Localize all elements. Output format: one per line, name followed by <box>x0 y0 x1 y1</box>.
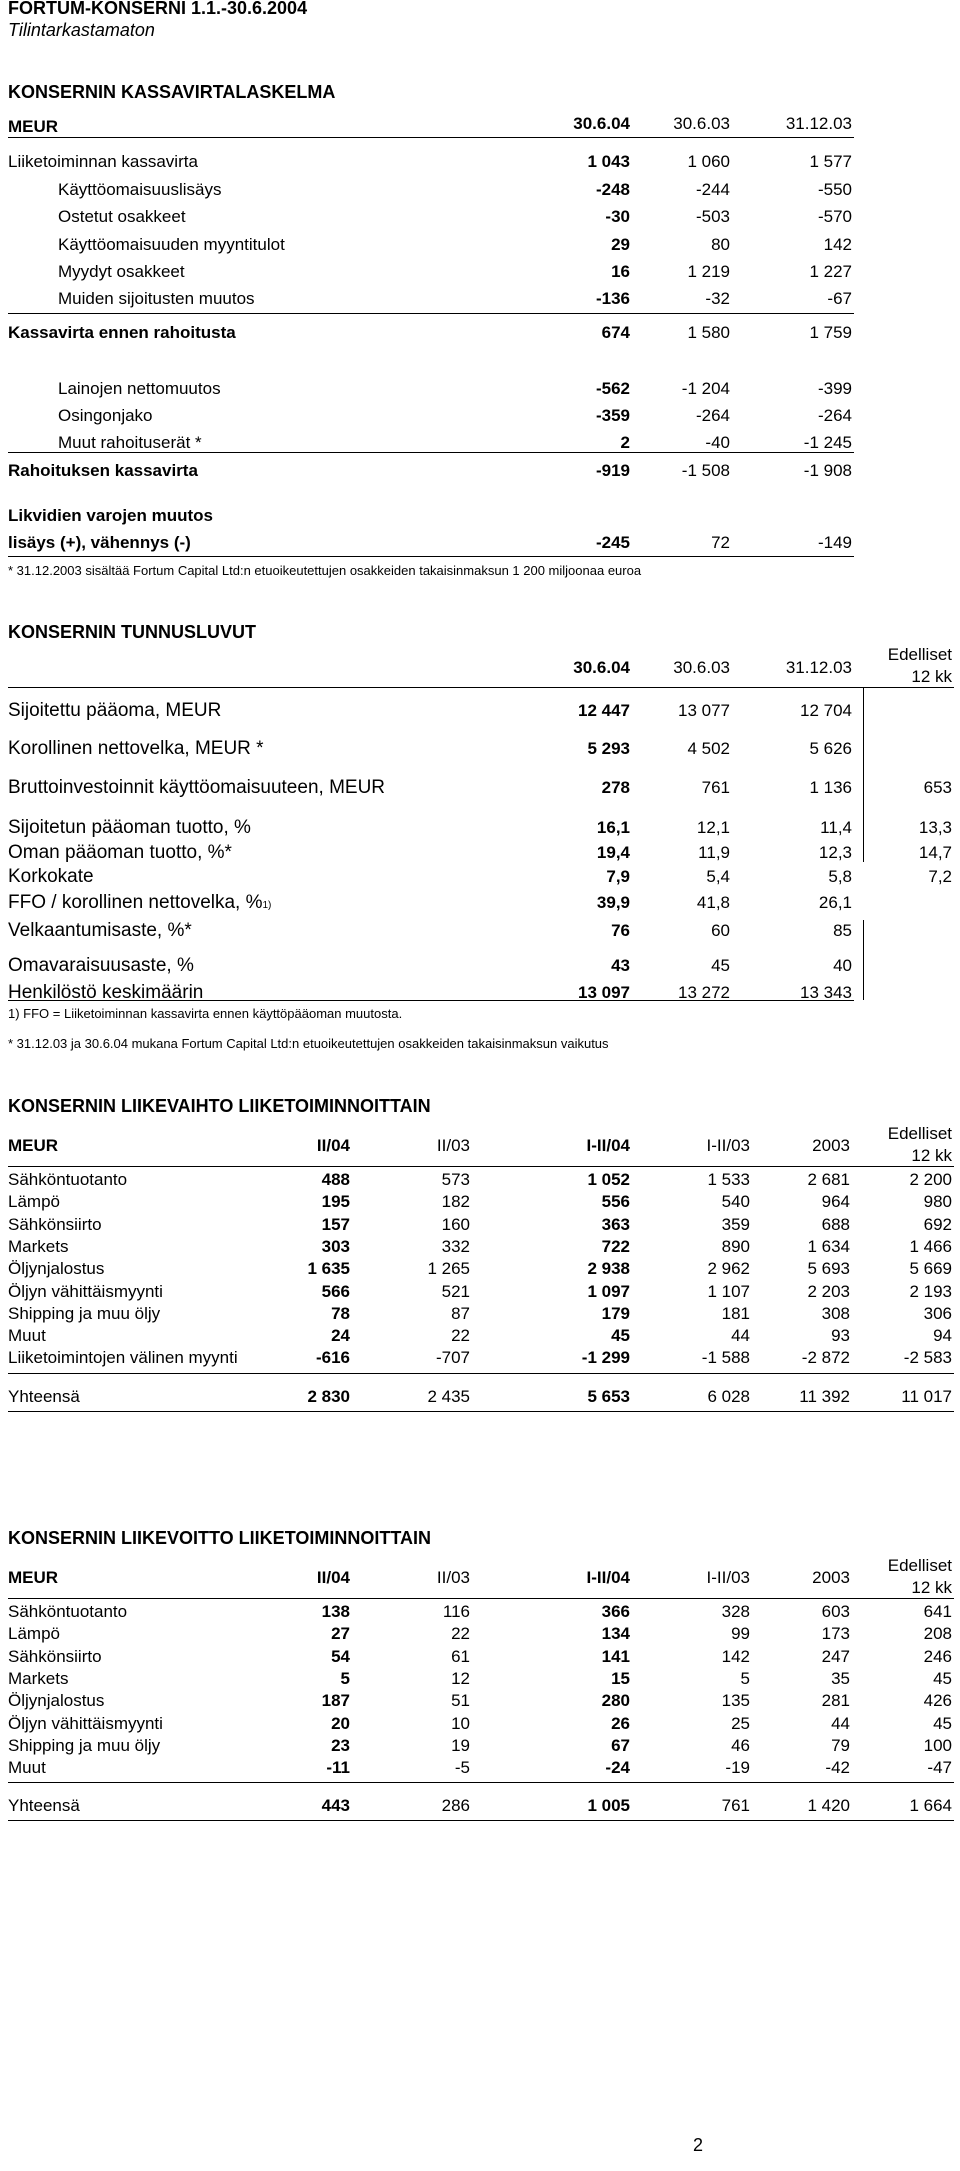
profit-cell: 138 <box>321 1602 350 1621</box>
sales-cell: 160 <box>441 1215 470 1234</box>
keyfigures-cell: 12,1 <box>696 818 730 837</box>
keyfigures-row-label-text: Velkaantumisaste, %* <box>8 920 192 941</box>
keyfigures-cell: 12 704 <box>800 701 852 720</box>
sales-row-label: Markets <box>8 1237 69 1256</box>
profit-cell: 99 <box>731 1624 750 1643</box>
sales-cell: -2 872 <box>801 1348 850 1367</box>
cashflow-cell: -264 <box>695 406 730 425</box>
sales-col-header: II/04 <box>316 1136 350 1155</box>
keyfigures-bottom-rule <box>8 1000 854 1001</box>
sales-col-header: I-II/03 <box>706 1136 750 1155</box>
cashflow-row-label: Ostetut osakkeet <box>58 207 186 226</box>
cashflow-cell: -1 908 <box>803 461 852 480</box>
profit-row-label: Muut <box>8 1758 46 1777</box>
profit-cell: 61 <box>451 1647 470 1666</box>
profit-extra-header: 12 kk <box>911 1578 952 1597</box>
sales-row-label: Sähkönsiirto <box>8 1215 102 1234</box>
cashflow-cell: -570 <box>817 207 852 226</box>
cashflow-row-label: Likvidien varojen muutos <box>8 506 213 525</box>
sales-total-rule <box>8 1411 954 1412</box>
cashflow-cell: -359 <box>595 406 630 425</box>
sales-cell: 303 <box>321 1237 350 1256</box>
profit-cell: -42 <box>825 1758 850 1777</box>
keyfigures-cell: 7,9 <box>606 867 630 886</box>
sales-total-cell: 11 017 <box>901 1387 952 1406</box>
profit-row-label: Lämpö <box>8 1624 60 1643</box>
sales-cell: 573 <box>441 1170 470 1189</box>
sales-cell: 22 <box>451 1326 470 1345</box>
profit-unit: MEUR <box>8 1568 59 1587</box>
cashflow-col-header: 31.12.03 <box>785 114 852 133</box>
cashflow-cell: 16 <box>611 262 630 281</box>
keyfigures-cell: 26,1 <box>818 893 852 912</box>
sales-cell: 195 <box>321 1192 350 1211</box>
profit-total-cell: 1 664 <box>909 1796 952 1815</box>
keyfigures-row-label-text: FFO / korollinen nettovelka, % <box>8 892 263 913</box>
keyfigures-cell: 278 <box>601 778 630 797</box>
profit-cell: 5 <box>340 1669 350 1688</box>
profit-cell: 79 <box>831 1736 850 1755</box>
profit-cell: 116 <box>442 1602 470 1621</box>
cashflow-cell: 1 060 <box>687 152 730 171</box>
sales-cell: 5 693 <box>807 1259 850 1278</box>
sales-title: KONSERNIN LIIKEVAIHTO LIIKETOIMINNOITTAIN <box>8 1096 431 1116</box>
cashflow-cell: -919 <box>595 461 630 480</box>
profit-total-cell: 761 <box>721 1796 750 1815</box>
sales-cell: 964 <box>821 1192 850 1211</box>
sales-cell: 2 962 <box>707 1259 750 1278</box>
keyfigures-col-header: 30.6.03 <box>673 658 730 677</box>
profit-cell: 280 <box>601 1691 630 1710</box>
keyfigures-row-label <box>8 892 271 914</box>
profit-cell: 187 <box>321 1691 350 1710</box>
keyfigures-cell: 653 <box>923 778 952 797</box>
sales-cell: 722 <box>601 1237 630 1256</box>
cashflow-cell: 80 <box>711 235 730 254</box>
sales-row-label: Shipping ja muu öljy <box>8 1304 161 1323</box>
sales-row-label: Liiketoimintojen välinen myynti <box>8 1348 238 1367</box>
sales-col-header: II/03 <box>436 1136 470 1155</box>
sales-unit: MEUR <box>8 1136 59 1155</box>
profit-cell: 45 <box>933 1714 952 1733</box>
profit-cell: -5 <box>454 1758 470 1777</box>
profit-header-rule <box>8 1598 954 1599</box>
profit-cell: 45 <box>933 1669 952 1688</box>
sales-cell: 2 200 <box>909 1170 952 1189</box>
cashflow-cell: -244 <box>695 180 730 199</box>
sales-cell: 488 <box>321 1170 350 1189</box>
sales-extra-header: 12 kk <box>911 1146 952 1165</box>
keyfigures-header-rule <box>8 687 954 688</box>
cashflow-row-label: Muut rahoituserät * <box>58 433 202 452</box>
cashflow-rule <box>8 556 854 557</box>
profit-cell: 142 <box>721 1647 750 1666</box>
cashflow-cell: -67 <box>827 289 852 308</box>
profit-cell: 23 <box>331 1736 350 1755</box>
keyfigures-row-label-text: Omavaraisuusaste, % <box>8 955 194 976</box>
sales-cell: 5 669 <box>909 1259 952 1278</box>
keyfigures-cell: 13,3 <box>918 818 952 837</box>
cashflow-row-label: Osingonjako <box>58 406 153 425</box>
keyfigures-row-label <box>8 920 192 942</box>
keyfigures-footnote-ffo: 1) FFO = Liiketoiminnan kassavirta ennen käyttöpääoman muutosta. <box>8 1006 403 1021</box>
cashflow-cell: 1 759 <box>809 323 852 342</box>
sales-cell: 78 <box>331 1304 350 1323</box>
keyfigures-cell: 5 626 <box>809 739 852 758</box>
sales-cell: -2 583 <box>903 1348 952 1367</box>
profit-cell: 173 <box>821 1624 850 1643</box>
profit-rows-rule <box>8 1782 954 1783</box>
sales-cell: 87 <box>451 1304 470 1323</box>
sales-cell: -1 588 <box>701 1348 750 1367</box>
keyfigures-cell: 5,8 <box>828 867 852 886</box>
keyfigures-cell: 14,7 <box>918 843 952 862</box>
cashflow-row-label: Muiden sijoitusten muutos <box>58 289 255 308</box>
sales-cell: 566 <box>321 1282 350 1301</box>
profit-cell: 12 <box>451 1669 470 1688</box>
profit-row-label: Sähköntuotanto <box>8 1602 128 1621</box>
cashflow-rule <box>8 313 854 314</box>
profit-cell: 426 <box>923 1691 952 1710</box>
profit-cell: -19 <box>725 1758 750 1777</box>
cashflow-header-rule <box>8 137 854 138</box>
keyfigures-cell: 11,9 <box>698 843 730 862</box>
cashflow-cell: -136 <box>595 289 630 308</box>
cashflow-cell: -1 245 <box>803 433 852 452</box>
profit-row-label: Öljynjalostus <box>8 1691 105 1710</box>
sales-extra-header: Edelliset <box>887 1124 952 1143</box>
keyfigures-cell: 60 <box>711 921 730 940</box>
sales-total-cell: 6 028 <box>707 1387 750 1406</box>
cashflow-cell: -562 <box>595 379 630 398</box>
sales-cell: 2 203 <box>807 1282 850 1301</box>
profit-row-label: Öljyn vähittäismyynti <box>8 1714 163 1733</box>
sales-total-cell: 5 653 <box>587 1387 630 1406</box>
cashflow-cell: 142 <box>823 235 852 254</box>
keyfigures-cell: 76 <box>611 921 630 940</box>
profit-extra-header: Edelliset <box>887 1556 952 1575</box>
cashflow-cell: 72 <box>711 533 730 552</box>
sales-total-cell: 2 830 <box>307 1387 350 1406</box>
profit-cell: 246 <box>923 1647 952 1666</box>
cashflow-cell: -264 <box>817 406 852 425</box>
keyfigures-cell: 5 293 <box>587 739 630 758</box>
sales-cell: 94 <box>933 1326 952 1345</box>
sales-cell: 181 <box>721 1304 750 1323</box>
profit-cell: 22 <box>451 1624 470 1643</box>
profit-cell: 208 <box>923 1624 952 1643</box>
profit-cell: 27 <box>331 1624 350 1643</box>
keyfigures-cell: 13 272 <box>678 983 730 1002</box>
keyfigures-cell: 5,4 <box>706 867 730 886</box>
footnote-marker: 1) <box>262 900 272 911</box>
profit-total-cell: 1 420 <box>807 1796 850 1815</box>
profit-cell: -11 <box>326 1758 350 1777</box>
cashflow-cell: 1 577 <box>809 152 852 171</box>
sales-cell: 1 466 <box>909 1237 952 1256</box>
cashflow-cell: -149 <box>817 533 852 552</box>
sales-cell: -1 299 <box>581 1348 630 1367</box>
keyfigures-cell: 39,9 <box>596 893 630 912</box>
profit-col-header: 2003 <box>812 1568 850 1587</box>
sales-cell: 44 <box>731 1326 750 1345</box>
profit-row-label: Sähkönsiirto <box>8 1647 102 1666</box>
keyfigures-row-label <box>8 955 194 977</box>
sales-cell: -707 <box>435 1348 470 1367</box>
keyfigures-cell: 43 <box>611 956 630 975</box>
sales-cell: 980 <box>923 1192 952 1211</box>
profit-cell: 35 <box>831 1669 850 1688</box>
sales-cell: 692 <box>923 1215 952 1234</box>
cashflow-row-label: lisäys (+), vähennys (-) <box>8 533 191 552</box>
keyfigures-cell: 12,3 <box>818 843 852 862</box>
profit-cell: 25 <box>731 1714 750 1733</box>
profit-cell: 641 <box>923 1602 952 1621</box>
sales-cell: 1 634 <box>807 1237 850 1256</box>
profit-cell: 20 <box>331 1714 350 1733</box>
keyfigures-row-label <box>8 777 385 799</box>
keyfigures-row-label <box>8 700 221 722</box>
cashflow-cell: 1 219 <box>687 262 730 281</box>
cashflow-title: KONSERNIN KASSAVIRTALASKELMA <box>8 82 336 102</box>
keyfigures-row-label-text: Sijoitetun pääoman tuotto, % <box>8 817 251 838</box>
sales-cell: 157 <box>321 1215 350 1234</box>
profit-col-header: I-II/03 <box>706 1568 750 1587</box>
sales-cell: 182 <box>441 1192 470 1211</box>
keyfigures-row-label-text: Henkilöstö keskimäärin <box>8 982 204 1003</box>
keyfigures-cell: 13 097 <box>578 983 630 1002</box>
profit-row-label: Shipping ja muu öljy <box>8 1736 161 1755</box>
keyfigures-cell: 13 343 <box>800 983 852 1002</box>
sales-cell: 332 <box>441 1237 470 1256</box>
keyfigures-row-label-text: Bruttoinvestoinnit käyttöomaisuuteen, MEUR <box>8 777 386 798</box>
keyfigures-cell: 19,4 <box>596 843 630 862</box>
keyfigures-cell: 40 <box>833 956 852 975</box>
cashflow-cell: 2 <box>620 433 630 452</box>
sales-cell: 540 <box>721 1192 750 1211</box>
keyfigures-extra-header: Edelliset <box>887 645 952 664</box>
sales-cell: 688 <box>821 1215 850 1234</box>
sales-row-label: Sähköntuotanto <box>8 1170 128 1189</box>
sales-cell: 2 938 <box>587 1259 630 1278</box>
cashflow-cell: -503 <box>695 207 730 226</box>
keyfigures-col-header: 31.12.03 <box>785 658 852 677</box>
sales-cell: 363 <box>601 1215 630 1234</box>
profit-cell: 51 <box>451 1691 470 1710</box>
keyfigures-title: KONSERNIN TUNNUSLUVUT <box>8 622 257 642</box>
profit-cell: 247 <box>821 1647 850 1666</box>
cashflow-col-header: 30.6.03 <box>673 114 730 133</box>
sales-col-header: 2003 <box>812 1136 850 1155</box>
keyfigures-cell: 85 <box>833 921 852 940</box>
profit-cell: 67 <box>611 1736 630 1755</box>
profit-col-header: II/04 <box>316 1568 350 1587</box>
profit-total-cell: 443 <box>321 1796 350 1815</box>
keyfigures-row-label-text: Korollinen nettovelka, MEUR * <box>8 738 264 759</box>
sales-total-cell: 2 435 <box>427 1387 470 1406</box>
sales-cell: 24 <box>331 1326 350 1345</box>
profit-cell: 10 <box>451 1714 470 1733</box>
cashflow-row-label: Lainojen nettomuutos <box>58 379 221 398</box>
sales-rows-rule <box>8 1373 954 1374</box>
sales-cell: 1 533 <box>707 1170 750 1189</box>
sales-cell: 1 097 <box>587 1282 630 1301</box>
cashflow-cell: 674 <box>601 323 630 342</box>
keyfigures-cell: 4 502 <box>687 739 730 758</box>
sales-row-label: Muut <box>8 1326 46 1345</box>
document-title: FORTUM-KONSERNI 1.1.-30.6.2004 <box>8 0 308 18</box>
cashflow-cell: 29 <box>611 235 630 254</box>
profit-cell: -47 <box>927 1758 952 1777</box>
sales-header-rule <box>8 1166 954 1167</box>
sales-cell: 521 <box>441 1282 470 1301</box>
keyfigures-cell: 7,2 <box>928 867 952 886</box>
cashflow-row-label: Rahoituksen kassavirta <box>8 461 198 480</box>
keyfigures-cell: 761 <box>701 778 730 797</box>
sales-total-label: Yhteensä <box>8 1387 80 1406</box>
profit-title: KONSERNIN LIIKEVOITTO LIIKETOIMINNOITTAIN <box>8 1528 432 1548</box>
cashflow-cell: -40 <box>705 433 730 452</box>
cashflow-cell: -30 <box>605 207 630 226</box>
keyfigures-row-label <box>8 842 232 864</box>
cashflow-cell: -1 204 <box>681 379 730 398</box>
keyfigures-col-header: 30.6.04 <box>573 658 630 677</box>
cashflow-cell: -248 <box>595 180 630 199</box>
cashflow-cell: -245 <box>595 533 630 552</box>
keyfigures-footnote-star: * 31.12.03 ja 30.6.04 mukana Fortum Capital Ltd:n etuoikeutettujen osakkeiden takaisinmaksun vaikutus <box>8 1036 609 1051</box>
profit-cell: 366 <box>601 1602 630 1621</box>
profit-row-label: Markets <box>8 1669 69 1688</box>
keyfigures-row-label-text: Korkokate <box>8 866 94 887</box>
cashflow-row-label: Kassavirta ennen rahoitusta <box>8 323 236 342</box>
profit-cell: 328 <box>721 1602 750 1621</box>
sales-cell: 1 635 <box>307 1259 350 1278</box>
cashflow-row-label: Liiketoiminnan kassavirta <box>8 152 198 171</box>
keyfigures-cell: 45 <box>711 956 730 975</box>
profit-cell: 100 <box>923 1736 952 1755</box>
cashflow-cell: -32 <box>705 289 730 308</box>
cashflow-row-label: Käyttöomaisuuden myyntitulot <box>58 235 285 254</box>
profit-total-cell: 286 <box>441 1796 470 1815</box>
keyfigures-vertical-divider <box>863 920 864 1000</box>
keyfigures-row-label <box>8 866 94 888</box>
profit-cell: 15 <box>611 1669 630 1688</box>
cashflow-col-header: 30.6.04 <box>573 114 630 133</box>
keyfigures-row-label <box>8 738 264 760</box>
profit-total-rule <box>8 1820 954 1821</box>
sales-cell: 93 <box>831 1326 850 1345</box>
keyfigures-cell: 12 447 <box>578 701 630 720</box>
sales-row-label: Öljynjalostus <box>8 1259 105 1278</box>
page-number: 2 <box>693 2135 704 2155</box>
keyfigures-extra-header: 12 kk <box>911 667 952 686</box>
profit-total-label: Yhteensä <box>8 1796 80 1815</box>
sales-cell: 45 <box>611 1326 630 1345</box>
keyfigures-cell: 11,4 <box>820 818 852 837</box>
cashflow-cell: -1 508 <box>681 461 730 480</box>
sales-row-label: Öljyn vähittäismyynti <box>8 1282 163 1301</box>
cashflow-footnote: * 31.12.2003 sisältää Fortum Capital Ltd:n etuoikeutettujen osakkeiden takaisinmaksun 1 200 miljoonaa euroa <box>8 563 642 578</box>
keyfigures-row-label <box>8 817 251 839</box>
cashflow-cell: -399 <box>817 379 852 398</box>
profit-cell: -24 <box>605 1758 630 1777</box>
sales-cell: 179 <box>601 1304 630 1323</box>
sales-cell: 308 <box>821 1304 850 1323</box>
profit-cell: 281 <box>821 1691 850 1710</box>
sales-cell: 1 052 <box>587 1170 630 1189</box>
profit-total-cell: 1 005 <box>587 1796 630 1815</box>
sales-cell: 890 <box>721 1237 750 1256</box>
profit-cell: 26 <box>611 1714 630 1733</box>
keyfigures-row-label-text: Oman pääoman tuotto, %* <box>8 842 232 863</box>
keyfigures-cell: 41,8 <box>696 893 730 912</box>
sales-total-cell: 11 392 <box>799 1387 850 1406</box>
sales-row-label: Lämpö <box>8 1192 60 1211</box>
cashflow-cell: -550 <box>817 180 852 199</box>
profit-cell: 134 <box>601 1624 630 1643</box>
sales-col-header: I-II/04 <box>586 1136 630 1155</box>
sales-cell: 359 <box>721 1215 750 1234</box>
cashflow-rule <box>8 452 854 453</box>
cashflow-cell: 1 227 <box>809 262 852 281</box>
cashflow-row-label: Käyttöomaisuuslisäys <box>58 180 222 199</box>
cashflow-cell: 1 580 <box>687 323 730 342</box>
profit-cell: 46 <box>731 1736 750 1755</box>
profit-cell: 19 <box>451 1736 470 1755</box>
sales-cell: 2 681 <box>807 1170 850 1189</box>
sales-cell: -616 <box>315 1348 350 1367</box>
keyfigures-cell: 13 077 <box>678 701 730 720</box>
keyfigures-cell: 1 136 <box>809 778 852 797</box>
sales-cell: 556 <box>601 1192 630 1211</box>
document-subtitle: Tilintarkastamaton <box>8 20 155 40</box>
profit-cell: 603 <box>821 1602 850 1621</box>
keyfigures-cell: 16,1 <box>596 818 630 837</box>
profit-cell: 54 <box>331 1647 350 1666</box>
profit-cell: 141 <box>601 1647 630 1666</box>
cashflow-unit: MEUR <box>8 117 59 136</box>
profit-col-header: I-II/04 <box>586 1568 630 1587</box>
sales-cell: 306 <box>923 1304 952 1323</box>
profit-col-header: II/03 <box>436 1568 470 1587</box>
sales-cell: 2 193 <box>909 1282 952 1301</box>
profit-cell: 44 <box>831 1714 850 1733</box>
profit-cell: 5 <box>740 1669 750 1688</box>
cashflow-cell: 1 043 <box>587 152 630 171</box>
sales-cell: 1 265 <box>427 1259 470 1278</box>
cashflow-row-label: Myydyt osakkeet <box>58 262 185 281</box>
profit-cell: 135 <box>721 1691 750 1710</box>
sales-cell: 1 107 <box>707 1282 750 1301</box>
keyfigures-row-label-text: Sijoitettu pääoma, MEUR <box>8 700 222 721</box>
